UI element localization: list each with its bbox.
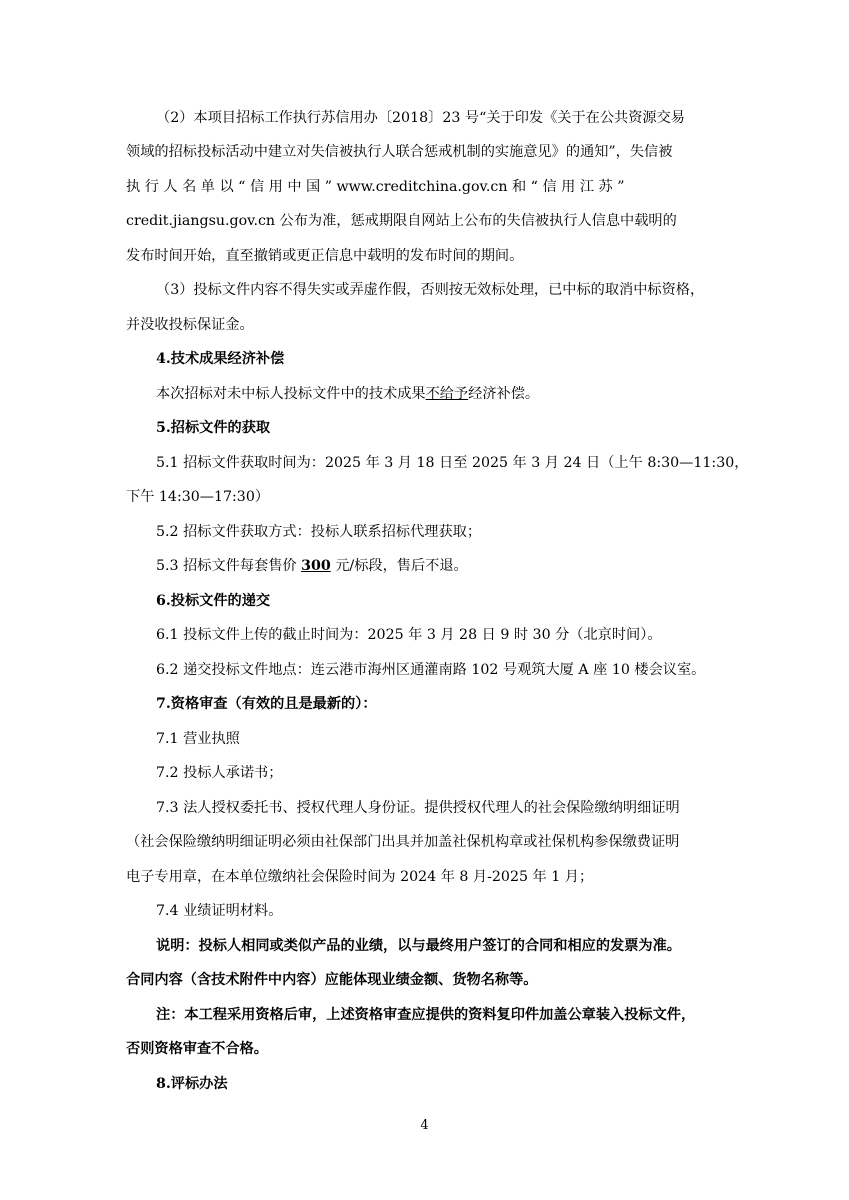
section-4-text-pre: 本次招标对未中标人投标文件中的技术成果 (156, 386, 426, 402)
item-7-2: 7.2 投标人承诺书； (156, 765, 283, 781)
item-7-3-line3: 电子专用章，在本单位缴纳社会保险时间为 2024 年 8 月-2025 年 1 月； (126, 869, 594, 885)
section-4-heading: 4.技术成果经济补偿 (156, 351, 285, 367)
item-7-3-line2: （社会保险缴纳明细证明必须由社保部门出具并加盖社保机构章或社保机构参保缴费证明 (126, 834, 680, 850)
item-5-3-price: 300 (301, 558, 331, 574)
paragraph-3-2-line3: 执 行 人 名 单 以 “ 信 用 中 国 ” www.creditchina.gov.cn 和 “ 信 用 江 苏 ” (126, 179, 625, 195)
item-5-3-post: 元/标段，售后不退。 (330, 558, 468, 574)
item-6-1: 6.1 投标文件上传的截止时间为：2025 年 3 月 28 日 9 时 30 分（北京时间）。 (156, 627, 662, 643)
note-1-line2: 合同内容（含技术附件中内容）应能体现业绩金额、货物名称等。 (126, 972, 538, 988)
section-4-text-post: 经济补偿。 (468, 386, 540, 402)
page-number: 4 (420, 1118, 429, 1133)
section-6-heading: 6.投标文件的递交 (156, 593, 271, 609)
item-5-1-line2: 下午 14:30—17:30） (126, 489, 270, 505)
section-7-heading: 7.资格审查（有效的且是最新的）： (156, 696, 377, 712)
item-5-1-line1: 5.1 招标文件获取时间为：2025 年 3 月 18 日至 2025 年 3 月 24 日（上午 8:30—11:30， (156, 455, 749, 471)
item-5-3 (126, 549, 724, 584)
paragraph-3-2-line4: credit.jiangsu.gov.cn 公布为准，惩戒期限自网站上公布的失信被执行人信息中载明的 (126, 213, 677, 229)
section-8-heading: 8.评标办法 (156, 1076, 228, 1092)
item-7-1: 7.1 营业执照 (156, 731, 240, 747)
paragraph-3-3-line2: 并没收投标保证金。 (126, 317, 254, 333)
paragraph-3-3-line1: （3）投标文件内容不得失实或弄虚作假，否则按无效标处理，已中标的取消中标资格， (156, 282, 705, 298)
paragraph-3-2-line2: 领域的招标投标活动中建立对失信被执行人联合惩戒机制的实施意见》的通知”，失信被 (126, 144, 673, 160)
section-4-text-underlined: 不给予 (425, 386, 469, 402)
item-6-2: 6.2 递交投标文件地点：连云港市海州区通灌南路 102 号观筑大厦 A 座 10 楼会议室。 (156, 662, 706, 678)
note-2-line2: 否则资格审查不合格。 (126, 1041, 268, 1057)
paragraph-3-2-line1: （2）本项目招标工作执行苏信用办〔2018〕23 号“关于印发《关于在公共资源交易 (156, 110, 685, 126)
item-7-3-line1: 7.3 法人授权委托书、授权代理人身份证。提供授权代理人的社会保险缴纳明细证明 (156, 800, 680, 816)
section-4-text (126, 377, 724, 412)
note-2-line1: 注：本工程采用资格后审，上述资格审查应提供的资料复印件加盖公章装入投标文件， (156, 1007, 696, 1023)
note-1-line1: 说明：投标人相同或类似产品的业绩，以与最终用户签订的合同和相应的发票为准。 (156, 938, 681, 954)
item-5-2: 5.2 招标文件获取方式：投标人联系招标代理获取； (156, 524, 482, 540)
item-7-4: 7.4 业绩证明材料。 (156, 903, 283, 919)
section-5-heading: 5.招标文件的获取 (156, 420, 271, 436)
paragraph-3-2-line5: 发布时间开始，直至撤销或更正信息中载明的发布时间的期间。 (126, 248, 524, 264)
item-5-3-pre: 5.3 招标文件每套售价 (156, 558, 302, 574)
